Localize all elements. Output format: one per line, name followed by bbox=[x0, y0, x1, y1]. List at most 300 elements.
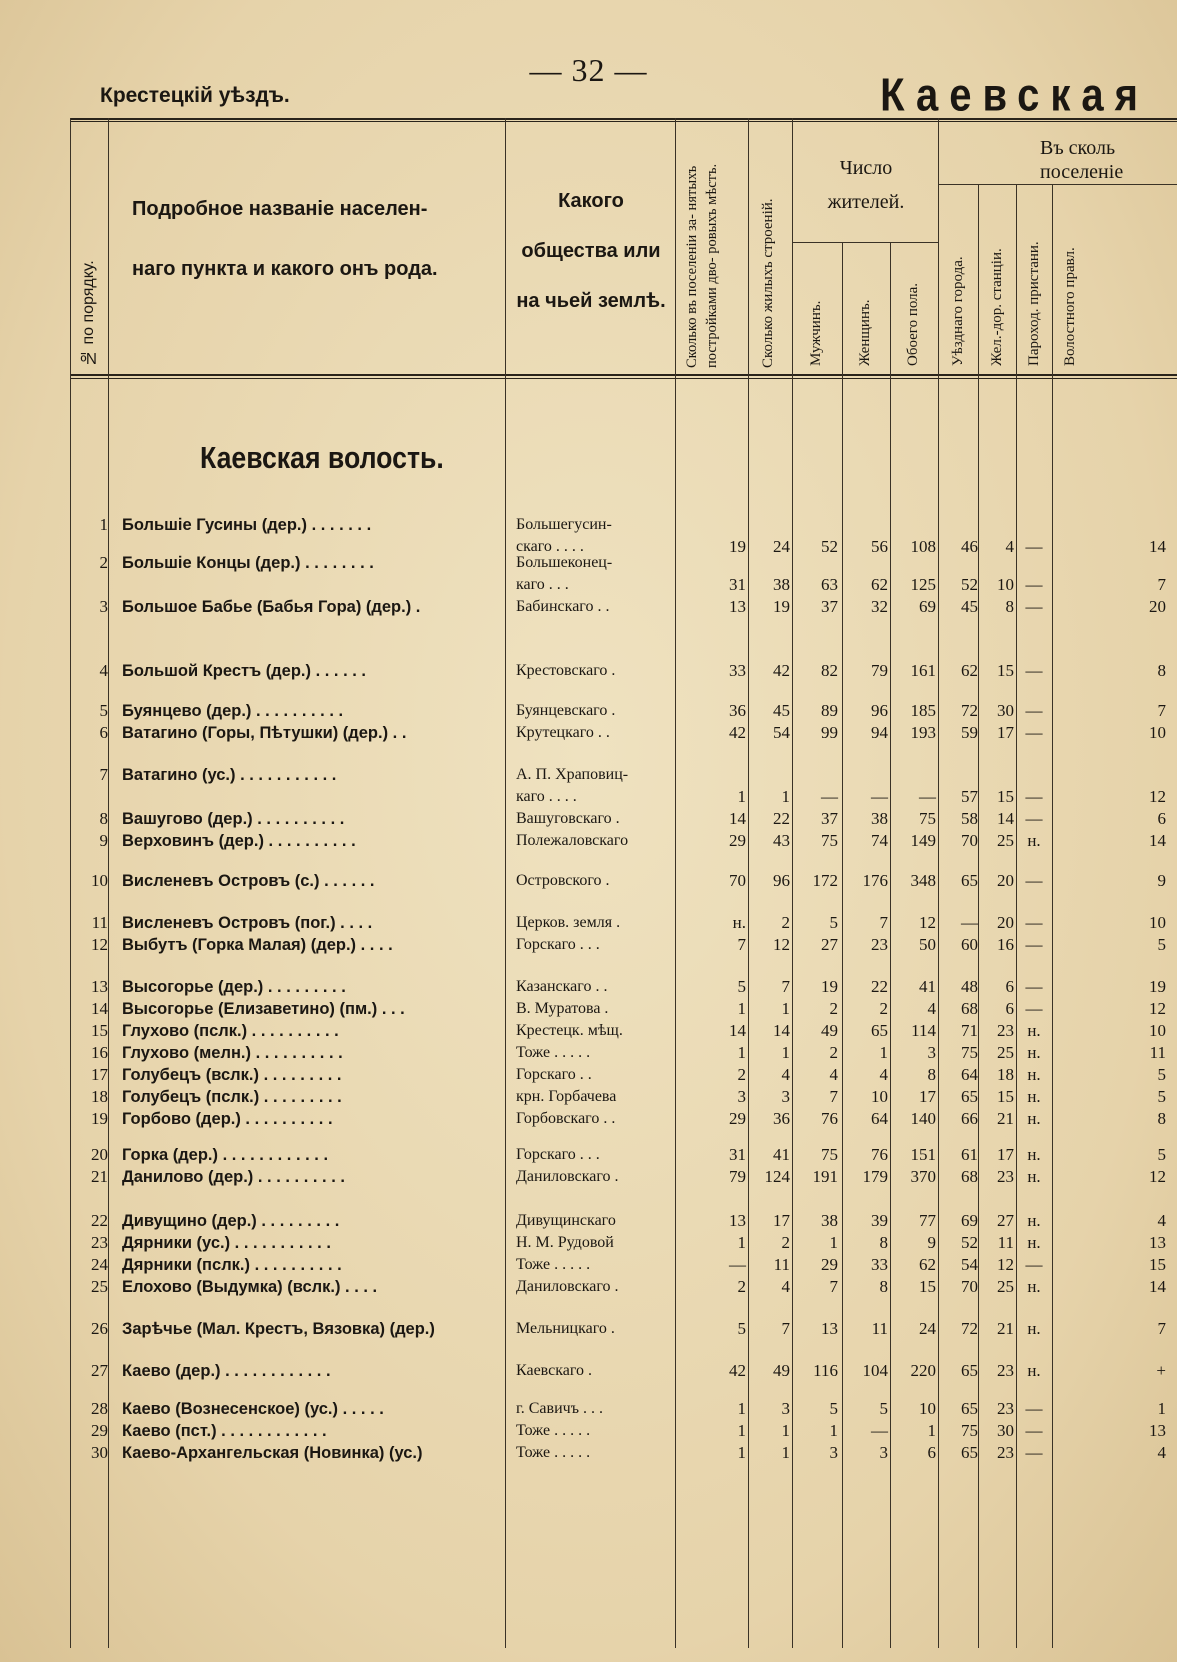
cell-t: 151 bbox=[910, 1145, 936, 1164]
cell-t: 125 bbox=[910, 575, 936, 594]
cell-soc: каго . . . bbox=[516, 576, 569, 593]
cell-m: 27 bbox=[821, 935, 838, 954]
cell-yards: 1 bbox=[737, 1233, 746, 1252]
cell-yards: 2 bbox=[737, 1065, 746, 1084]
cell-d4: 13 bbox=[1149, 1421, 1166, 1440]
cell-no: 8 bbox=[99, 809, 108, 828]
cell-f: 10 bbox=[871, 1087, 888, 1106]
table-row bbox=[0, 786, 1177, 808]
cell-soc: г. Савичъ . . . bbox=[516, 1400, 603, 1417]
cell-build: 1 bbox=[781, 1043, 790, 1062]
col-f-header: Женщинъ. bbox=[857, 299, 873, 366]
cell-m: 49 bbox=[821, 1021, 838, 1040]
cell-yards: 13 bbox=[729, 1211, 746, 1230]
cell-t: 10 bbox=[919, 1399, 936, 1418]
cell-t: 220 bbox=[910, 1361, 936, 1380]
cell-t: 3 bbox=[927, 1043, 936, 1062]
running-head: Каевская bbox=[880, 70, 1149, 121]
cell-m: 5 bbox=[829, 913, 838, 932]
cell-d3: — bbox=[1025, 1421, 1043, 1440]
cell-m: 1 bbox=[829, 1421, 838, 1440]
cell-m: 63 bbox=[821, 575, 838, 594]
inhab-subrule bbox=[792, 242, 938, 243]
cell-d3: н. bbox=[1027, 1021, 1041, 1040]
cell-soc: Тоже . . . . . bbox=[516, 1444, 591, 1461]
table-row bbox=[0, 830, 1177, 852]
cell-d3: н. bbox=[1027, 1167, 1041, 1186]
cell-d3: н. bbox=[1027, 1319, 1041, 1338]
cell-d4: 4 bbox=[1157, 1443, 1166, 1462]
cell-d2: 6 bbox=[1005, 999, 1014, 1018]
cell-f: 33 bbox=[871, 1255, 888, 1274]
cell-name: Буянцево (дер.) . . . . . . . . . . bbox=[122, 702, 344, 720]
cell-build: 3 bbox=[781, 1399, 790, 1418]
cell-build: 1 bbox=[781, 999, 790, 1018]
cell-d3: — bbox=[1025, 977, 1043, 996]
cell-d1: 58 bbox=[961, 809, 978, 828]
cell-soc: Церков. земля . bbox=[516, 914, 621, 931]
cell-no: 24 bbox=[91, 1255, 108, 1274]
cell-no: 9 bbox=[99, 831, 108, 850]
cell-name: Верховинъ (дер.) . . . . . . . . . . bbox=[122, 832, 356, 850]
table-top-rule bbox=[70, 118, 1177, 120]
table-row bbox=[0, 1442, 1177, 1464]
cell-d2: 8 bbox=[1005, 597, 1014, 616]
cell-d3: — bbox=[1025, 871, 1043, 890]
cell-soc: скаго . . . . bbox=[516, 538, 584, 555]
cell-name: Дивущино (дер.) . . . . . . . . . bbox=[122, 1212, 340, 1230]
cell-d4: 13 bbox=[1149, 1233, 1166, 1252]
cell-f: 94 bbox=[871, 723, 888, 742]
cell-d3: н. bbox=[1027, 1277, 1041, 1296]
col-name-header-l2: наго пункта и какого онъ рода. bbox=[132, 258, 438, 280]
cell-name: Большіе Концы (дер.) . . . . . . . . bbox=[122, 554, 374, 572]
cell-f: 62 bbox=[871, 575, 888, 594]
cell-t: 9 bbox=[927, 1233, 936, 1252]
cell-t: 8 bbox=[927, 1065, 936, 1084]
cell-society-line1: Большегусин- bbox=[516, 516, 612, 533]
cell-d3: — bbox=[1025, 661, 1043, 680]
cell-d1: 75 bbox=[961, 1421, 978, 1440]
cell-soc: Горскаго . . . bbox=[516, 936, 600, 953]
cell-build: 1 bbox=[781, 1443, 790, 1462]
cell-soc: Бабинскаго . . bbox=[516, 598, 610, 615]
cell-yards: н. bbox=[732, 913, 746, 932]
cell-build: 4 bbox=[781, 1065, 790, 1084]
col-soc-header-l1: Какого bbox=[558, 190, 624, 212]
cell-soc: Крестовскаго . bbox=[516, 662, 616, 679]
table-row bbox=[0, 1254, 1177, 1276]
cell-soc: Буянцевскаго . bbox=[516, 702, 616, 719]
cell-no: 3 bbox=[99, 597, 108, 616]
table-row bbox=[0, 1064, 1177, 1086]
cell-name: Глухово (пслк.) . . . . . . . . . . bbox=[122, 1022, 339, 1040]
cell-d3: — bbox=[1025, 723, 1043, 742]
cell-m: 7 bbox=[829, 1277, 838, 1296]
cell-m: 116 bbox=[813, 1361, 838, 1380]
cell-d3: н. bbox=[1027, 1043, 1041, 1062]
cell-build: 14 bbox=[773, 1021, 790, 1040]
cell-f: 5 bbox=[879, 1399, 888, 1418]
table-row bbox=[0, 596, 1177, 618]
cell-name: Горбово (дер.) . . . . . . . . . . bbox=[122, 1110, 333, 1128]
cell-d2: 20 bbox=[997, 871, 1014, 890]
cell-m: 37 bbox=[821, 809, 838, 828]
cell-yards: 36 bbox=[729, 701, 746, 720]
cell-no: 14 bbox=[91, 999, 108, 1018]
cell-t: 140 bbox=[910, 1109, 936, 1128]
cell-d1: 59 bbox=[961, 723, 978, 742]
col-m-header: Мужчинъ. bbox=[808, 300, 824, 366]
cell-yards: 5 bbox=[737, 977, 746, 996]
cell-d1: 65 bbox=[961, 1399, 978, 1418]
cell-m: 37 bbox=[821, 597, 838, 616]
cell-name: Данилово (дер.) . . . . . . . . . . bbox=[122, 1168, 345, 1186]
table-top-rule-2 bbox=[70, 121, 1177, 122]
table-row bbox=[0, 808, 1177, 830]
table-row bbox=[0, 700, 1177, 722]
cell-t: 370 bbox=[910, 1167, 936, 1186]
cell-t: 62 bbox=[919, 1255, 936, 1274]
table-row bbox=[0, 574, 1177, 596]
cell-d4: 8 bbox=[1157, 661, 1166, 680]
cell-no: 19 bbox=[91, 1109, 108, 1128]
cell-build: 12 bbox=[773, 935, 790, 954]
cell-d2: 20 bbox=[997, 913, 1014, 932]
cell-d3: н. bbox=[1027, 1361, 1041, 1380]
cell-yards: 7 bbox=[737, 935, 746, 954]
table-row bbox=[0, 998, 1177, 1020]
cell-m: 52 bbox=[821, 537, 838, 556]
cell-t: 185 bbox=[910, 701, 936, 720]
cell-yards: 1 bbox=[737, 1443, 746, 1462]
cell-f: 22 bbox=[871, 977, 888, 996]
cell-m: 13 bbox=[821, 1319, 838, 1338]
table-row bbox=[0, 1420, 1177, 1442]
cell-no: 20 bbox=[91, 1145, 108, 1164]
cell-d4: 1 bbox=[1157, 1399, 1166, 1418]
cell-m: 76 bbox=[821, 1109, 838, 1128]
cell-build: 54 bbox=[773, 723, 790, 742]
cell-no: 12 bbox=[91, 935, 108, 954]
cell-build: 96 bbox=[773, 871, 790, 890]
cell-f: 39 bbox=[871, 1211, 888, 1230]
cell-no: 23 bbox=[91, 1233, 108, 1252]
cell-no: 28 bbox=[91, 1399, 108, 1418]
cell-d1: 52 bbox=[961, 575, 978, 594]
cell-yards: 42 bbox=[729, 723, 746, 742]
cell-d2: 27 bbox=[997, 1211, 1014, 1230]
cell-d2: 15 bbox=[997, 787, 1014, 806]
cell-no: 17 bbox=[91, 1065, 108, 1084]
cell-f: 96 bbox=[871, 701, 888, 720]
cell-m: 2 bbox=[829, 999, 838, 1018]
cell-f: 11 bbox=[871, 1319, 888, 1338]
cell-build: 43 bbox=[773, 831, 790, 850]
dist-header-l2: поселеніе bbox=[1040, 161, 1124, 183]
cell-build: 4 bbox=[781, 1277, 790, 1296]
col-t-header: Обоего пола. bbox=[905, 282, 921, 366]
cell-t: 348 bbox=[910, 871, 936, 890]
cell-yards: 70 bbox=[729, 871, 746, 890]
cell-d4: 7 bbox=[1157, 1319, 1166, 1338]
cell-name: Ватагино (Горы, Пѣтушки) (дер.) . . bbox=[122, 724, 407, 742]
col-no-header: № по порядку. bbox=[80, 260, 97, 366]
cell-d3: — bbox=[1025, 701, 1043, 720]
table-row bbox=[0, 1108, 1177, 1130]
cell-d4: 12 bbox=[1149, 787, 1166, 806]
cell-t: 6 bbox=[927, 1443, 936, 1462]
cell-d4: 20 bbox=[1149, 597, 1166, 616]
cell-m: 191 bbox=[812, 1167, 838, 1186]
cell-d3: н. bbox=[1027, 1087, 1041, 1106]
cell-m: — bbox=[821, 787, 838, 806]
cell-d2: 15 bbox=[997, 1087, 1014, 1106]
cell-yards: 1 bbox=[737, 1421, 746, 1440]
cell-f: 179 bbox=[862, 1167, 888, 1186]
cell-name: Каево (Вознесенское) (ус.) . . . . . bbox=[122, 1400, 384, 1418]
cell-f: 65 bbox=[871, 1021, 888, 1040]
cell-f: 64 bbox=[871, 1109, 888, 1128]
cell-m: 89 bbox=[821, 701, 838, 720]
table-row bbox=[0, 976, 1177, 998]
cell-m: 172 bbox=[812, 871, 838, 890]
cell-name: Высогорье (дер.) . . . . . . . . . bbox=[122, 978, 346, 996]
cell-f: 3 bbox=[879, 1443, 888, 1462]
cell-name: Голубецъ (вслк.) . . . . . . . . . bbox=[122, 1066, 342, 1084]
cell-name: Глухово (мелн.) . . . . . . . . . . bbox=[122, 1044, 343, 1062]
cell-d2: 23 bbox=[997, 1021, 1014, 1040]
cell-d2: 23 bbox=[997, 1361, 1014, 1380]
cell-d1: 64 bbox=[961, 1065, 978, 1084]
cell-m: 75 bbox=[821, 831, 838, 850]
table-row bbox=[0, 1210, 1177, 1232]
cell-no: 21 bbox=[91, 1167, 108, 1186]
cell-d3: н. bbox=[1027, 831, 1041, 850]
cell-f: 104 bbox=[862, 1361, 888, 1380]
cell-d1: 71 bbox=[961, 1021, 978, 1040]
col-yards-header: Сколько въ поселеніи за- нятыхъ постройками дво- ровыхъ мѣстъ. bbox=[684, 163, 720, 368]
cell-d1: 72 bbox=[961, 701, 978, 720]
cell-f: 8 bbox=[879, 1277, 888, 1296]
cell-name: Каево (пст.) . . . . . . . . . . . . bbox=[122, 1422, 327, 1440]
cell-f: 8 bbox=[879, 1233, 888, 1252]
cell-f: 32 bbox=[871, 597, 888, 616]
cell-t: 75 bbox=[919, 809, 936, 828]
cell-d4: 14 bbox=[1149, 537, 1166, 556]
cell-build: 36 bbox=[773, 1109, 790, 1128]
inhab-header-l2: жителей. bbox=[827, 191, 905, 213]
cell-d1: 72 bbox=[961, 1319, 978, 1338]
cell-soc: Даниловскаго . bbox=[516, 1168, 619, 1185]
table-row-continuation bbox=[0, 514, 1177, 536]
cell-soc: каго . . . . bbox=[516, 788, 577, 805]
cell-build: 41 bbox=[773, 1145, 790, 1164]
cell-d3: — bbox=[1025, 1443, 1043, 1462]
cell-d4: 5 bbox=[1157, 1145, 1166, 1164]
cell-d1: 48 bbox=[961, 977, 978, 996]
cell-soc: Островского . bbox=[516, 872, 610, 889]
table-row bbox=[0, 722, 1177, 744]
cell-society-line1: А. П. Храповиц- bbox=[516, 766, 629, 783]
cell-build: 11 bbox=[773, 1255, 790, 1274]
cell-yards: 1 bbox=[737, 1399, 746, 1418]
col-name-header-l1: Подробное названіе населен- bbox=[132, 198, 428, 220]
cell-t: 15 bbox=[919, 1277, 936, 1296]
cell-name: Высогорье (Елизаветино) (пм.) . . . bbox=[122, 1000, 405, 1018]
cell-d2: 11 bbox=[997, 1233, 1014, 1252]
cell-no: 16 bbox=[91, 1043, 108, 1062]
cell-t: 69 bbox=[919, 597, 936, 616]
cell-soc: Тоже . . . . . bbox=[516, 1256, 591, 1273]
cell-yards: 1 bbox=[737, 1043, 746, 1062]
cell-build: 2 bbox=[781, 913, 790, 932]
cell-name: Зарѣчье (Мал. Крестъ, Вязовка) (дер.) bbox=[122, 1320, 435, 1338]
cell-no: 7 bbox=[99, 765, 108, 784]
cell-no: 25 bbox=[91, 1277, 108, 1296]
cell-f: 4 bbox=[879, 1065, 888, 1084]
cell-soc: Вашуговскаго . bbox=[516, 810, 620, 827]
cell-build: 7 bbox=[781, 1319, 790, 1338]
cell-t: 1 bbox=[927, 1421, 936, 1440]
cell-m: 29 bbox=[821, 1255, 838, 1274]
cell-soc: Горбовскаго . . bbox=[516, 1110, 616, 1127]
cell-d1: 65 bbox=[961, 1443, 978, 1462]
cell-d1: 70 bbox=[961, 1277, 978, 1296]
cell-d3: — bbox=[1025, 913, 1043, 932]
cell-name: Большое Бабье (Бабья Гора) (дер.) . bbox=[122, 598, 421, 616]
cell-t: 4 bbox=[927, 999, 936, 1018]
cell-d1: 68 bbox=[961, 1167, 978, 1186]
cell-name: Большіе Гусины (дер.) . . . . . . . bbox=[122, 516, 372, 534]
cell-name: Голубецъ (пслк.) . . . . . . . . . bbox=[122, 1088, 342, 1106]
cell-d2: 18 bbox=[997, 1065, 1014, 1084]
cell-d4: 12 bbox=[1149, 999, 1166, 1018]
cell-soc: Полежаловскаго bbox=[516, 832, 629, 849]
cell-build: 49 bbox=[773, 1361, 790, 1380]
cell-yards: 79 bbox=[729, 1167, 746, 1186]
cell-soc: Каевскаго . bbox=[516, 1362, 593, 1379]
cell-m: 2 bbox=[829, 1043, 838, 1062]
cell-yards: 3 bbox=[737, 1087, 746, 1106]
col-d2-header: Жел.-дор. станціи. bbox=[989, 248, 1005, 366]
table-row bbox=[0, 1360, 1177, 1382]
cell-no: 1 bbox=[99, 515, 108, 534]
cell-d2: 21 bbox=[997, 1319, 1014, 1338]
cell-d4: 5 bbox=[1157, 1087, 1166, 1106]
cell-build: 38 bbox=[773, 575, 790, 594]
cell-d4: 12 bbox=[1149, 1167, 1166, 1186]
cell-build: 17 bbox=[773, 1211, 790, 1230]
table-row bbox=[0, 1232, 1177, 1254]
cell-d4: 10 bbox=[1149, 723, 1166, 742]
page-number: — 32 — bbox=[529, 52, 648, 88]
cell-d3: — bbox=[1025, 787, 1043, 806]
cell-t: 17 bbox=[919, 1087, 936, 1106]
cell-f: 74 bbox=[871, 831, 888, 850]
cell-d4: 8 bbox=[1157, 1109, 1166, 1128]
cell-m: 38 bbox=[821, 1211, 838, 1230]
cell-soc: Н. М. Рудовой bbox=[516, 1234, 614, 1251]
inhab-header-l1: Число bbox=[839, 157, 893, 179]
cell-soc: Крестецк. мѣщ. bbox=[516, 1022, 623, 1039]
header-bottom-rule bbox=[70, 374, 1177, 376]
cell-d4: 14 bbox=[1149, 1277, 1166, 1296]
cell-d2: 25 bbox=[997, 1043, 1014, 1062]
cell-d1: 75 bbox=[961, 1043, 978, 1062]
cell-d4: 4 bbox=[1157, 1211, 1166, 1230]
cell-name: Каево (дер.) . . . . . . . . . . . . bbox=[122, 1362, 331, 1380]
cell-t: 50 bbox=[919, 935, 936, 954]
cell-yards: 14 bbox=[729, 1021, 746, 1040]
cell-d2: 16 bbox=[997, 935, 1014, 954]
cell-name: Висленевъ Островъ (пог.) . . . . bbox=[122, 914, 373, 932]
table-row bbox=[0, 1276, 1177, 1298]
cell-build: 45 bbox=[773, 701, 790, 720]
cell-d4: 5 bbox=[1157, 935, 1166, 954]
table-row-continuation bbox=[0, 552, 1177, 574]
table-row-continuation bbox=[0, 764, 1177, 786]
cell-society-line1: Большеконец- bbox=[516, 554, 613, 571]
cell-name: Каево-Архангельская (Новинка) (ус.) bbox=[122, 1444, 423, 1462]
cell-d3: — bbox=[1025, 1255, 1043, 1274]
cell-yards: 1 bbox=[737, 999, 746, 1018]
table-row bbox=[0, 870, 1177, 892]
cell-d4: 7 bbox=[1157, 575, 1166, 594]
cell-d2: 17 bbox=[997, 1145, 1014, 1164]
cell-m: 75 bbox=[821, 1145, 838, 1164]
cell-f: 176 bbox=[862, 871, 888, 890]
cell-f: 56 bbox=[871, 537, 888, 556]
cell-soc: Дивущинскаго bbox=[516, 1212, 616, 1229]
cell-no: 10 bbox=[91, 871, 108, 890]
cell-f: 38 bbox=[871, 809, 888, 828]
dist-header-l1: Въ сколь bbox=[1040, 137, 1116, 159]
cell-d2: 10 bbox=[997, 575, 1014, 594]
cell-d4: 10 bbox=[1149, 1021, 1166, 1040]
cell-d1: 70 bbox=[961, 831, 978, 850]
cell-f: 76 bbox=[871, 1145, 888, 1164]
cell-name: Дярники (ус.) . . . . . . . . . . . bbox=[122, 1234, 331, 1252]
table-row bbox=[0, 660, 1177, 682]
cell-d1: 66 bbox=[961, 1109, 978, 1128]
cell-soc: Тоже . . . . . bbox=[516, 1422, 591, 1439]
cell-m: 4 bbox=[829, 1065, 838, 1084]
cell-build: 1 bbox=[781, 787, 790, 806]
cell-d4: 15 bbox=[1149, 1255, 1166, 1274]
cell-t: — bbox=[919, 787, 936, 806]
header-bottom-rule-2 bbox=[70, 378, 1177, 379]
cell-build: 1 bbox=[781, 1421, 790, 1440]
cell-m: 99 bbox=[821, 723, 838, 742]
col-soc-header-l3: на чьей землѣ. bbox=[516, 290, 666, 312]
cell-soc: Тоже . . . . . bbox=[516, 1044, 591, 1061]
cell-d3: н. bbox=[1027, 1211, 1041, 1230]
cell-yards: 29 bbox=[729, 1109, 746, 1128]
cell-d4: + bbox=[1156, 1361, 1166, 1380]
table-row bbox=[0, 1166, 1177, 1188]
cell-no: 2 bbox=[99, 553, 108, 572]
cell-build: 42 bbox=[773, 661, 790, 680]
cell-soc: Горскаго . . . bbox=[516, 1146, 600, 1163]
cell-t: 161 bbox=[910, 661, 936, 680]
cell-name: Большой Крестъ (дер.) . . . . . . bbox=[122, 662, 367, 680]
cell-yards: 14 bbox=[729, 809, 746, 828]
cell-d3: н. bbox=[1027, 1109, 1041, 1128]
cell-d1: 61 bbox=[961, 1145, 978, 1164]
cell-f: — bbox=[871, 1421, 888, 1440]
cell-m: 7 bbox=[829, 1087, 838, 1106]
